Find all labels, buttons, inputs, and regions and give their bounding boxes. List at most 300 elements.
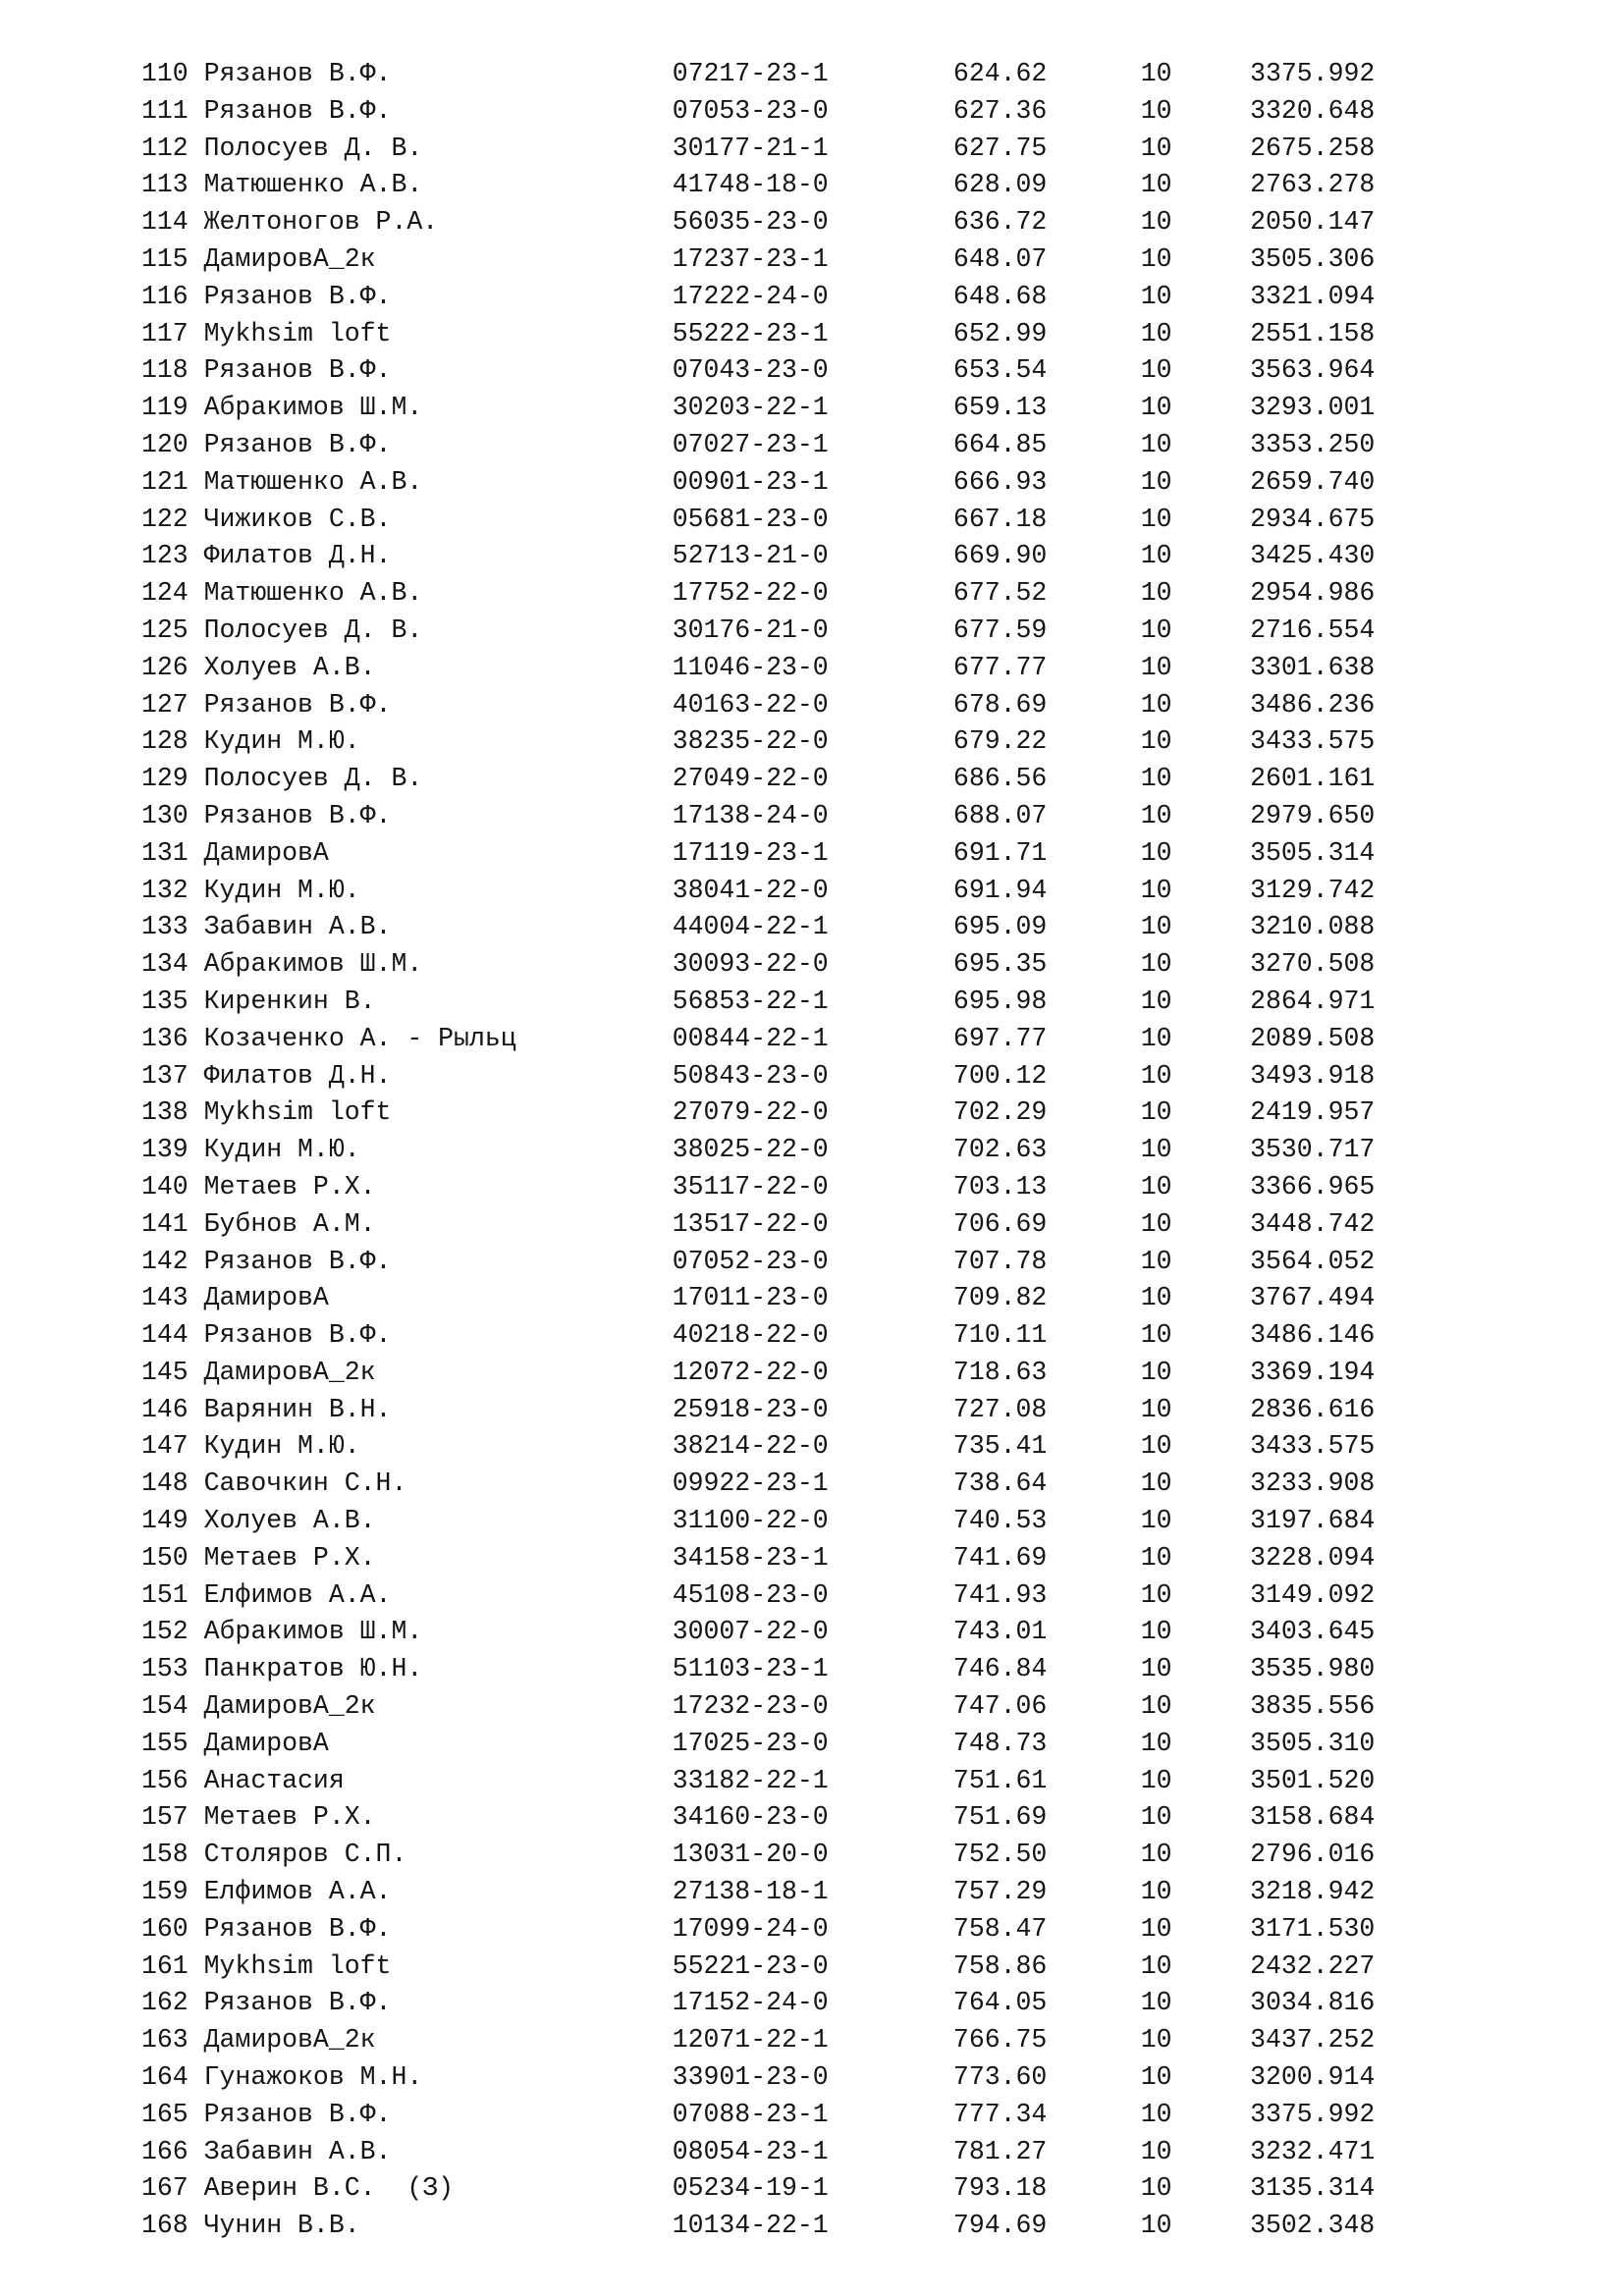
table-row [141, 464, 1536, 502]
rounds-cell: 10 [1140, 318, 1172, 348]
score-cell: 747.06 [952, 1691, 1048, 1722]
name-cell: Полосуев Д. В. [203, 133, 423, 163]
name-cell: Желтоногов Р.А. [203, 207, 439, 238]
rank-cell: 128 [141, 726, 189, 757]
name-cell: Панкратов Ю.Н. [203, 1654, 423, 1684]
rounds-cell: 10 [1140, 1654, 1172, 1684]
rounds-cell: 10 [1140, 1579, 1172, 1610]
total-cell: 3158.684 [1250, 1802, 1376, 1833]
name-cell: Матюшенко А.В. [203, 170, 423, 200]
code-cell: 17232-23-0 [672, 1691, 829, 1722]
name-cell: Филатов Д.Н. [203, 1060, 392, 1091]
code-cell: 11046-23-0 [672, 652, 829, 682]
rank-cell: 135 [141, 986, 189, 1016]
name-cell: ДамировА_2к [203, 1691, 376, 1722]
rounds-cell: 10 [1140, 1950, 1172, 1981]
code-cell: 30177-21-1 [672, 133, 829, 163]
rounds-cell: 10 [1140, 1023, 1172, 1053]
table-row [141, 1763, 1536, 1800]
rounds-cell: 10 [1140, 689, 1172, 720]
rounds-cell: 10 [1140, 2136, 1172, 2166]
table-row [141, 2059, 1536, 2097]
code-cell: 55222-23-1 [672, 318, 829, 348]
score-cell: 677.59 [952, 614, 1048, 645]
results-table [141, 56, 1536, 2245]
name-cell: Филатов Д.Н. [203, 541, 392, 571]
name-cell: Метаев Р.Х. [203, 1542, 376, 1573]
rounds-cell: 10 [1140, 1246, 1172, 1276]
rounds-cell: 10 [1140, 2099, 1172, 2129]
total-cell: 3437.252 [1250, 2025, 1376, 2056]
rank-cell: 144 [141, 1320, 189, 1351]
table-row [141, 2170, 1536, 2208]
rank-cell: 159 [141, 1877, 189, 1907]
rounds-cell: 10 [1140, 764, 1172, 794]
name-cell: Кудин М.Ю. [203, 875, 360, 905]
score-cell: 624.62 [952, 59, 1048, 88]
name-cell: Рязанов В.Ф. [203, 429, 392, 459]
rounds-cell: 10 [1140, 1357, 1172, 1387]
code-cell: 17025-23-0 [672, 1728, 829, 1758]
table-row [141, 538, 1536, 575]
name-cell: ДамировА_2к [203, 243, 376, 274]
table-row [141, 1355, 1536, 1392]
score-cell: 718.63 [952, 1357, 1048, 1387]
table-row [141, 1726, 1536, 1763]
score-cell: 628.09 [952, 170, 1048, 200]
code-cell: 50843-23-0 [672, 1060, 829, 1091]
rounds-cell: 10 [1140, 541, 1172, 571]
table-row [141, 575, 1536, 613]
rank-cell: 139 [141, 1135, 189, 1165]
rounds-cell: 10 [1140, 95, 1172, 126]
rank-cell: 168 [141, 2211, 189, 2241]
code-cell: 25918-23-0 [672, 1394, 829, 1424]
score-cell: 773.60 [952, 2062, 1048, 2093]
table-row [141, 2134, 1536, 2171]
code-cell: 13517-22-0 [672, 1208, 829, 1239]
rounds-cell: 10 [1140, 207, 1172, 238]
rank-cell: 113 [141, 170, 189, 200]
total-cell: 3149.092 [1250, 1579, 1376, 1610]
total-cell: 3171.530 [1250, 1913, 1376, 1944]
rank-cell: 124 [141, 578, 189, 609]
code-cell: 27049-22-0 [672, 764, 829, 794]
rounds-cell: 10 [1140, 1320, 1172, 1351]
code-cell: 17752-22-0 [672, 578, 829, 609]
rounds-cell: 10 [1140, 355, 1172, 386]
rounds-cell: 10 [1140, 2211, 1172, 2241]
rounds-cell: 10 [1140, 726, 1172, 757]
total-cell: 2675.258 [1250, 133, 1376, 163]
rank-cell: 129 [141, 764, 189, 794]
rounds-cell: 10 [1140, 949, 1172, 980]
code-cell: 17222-24-0 [672, 281, 829, 311]
rounds-cell: 10 [1140, 1208, 1172, 1239]
total-cell: 3403.645 [1250, 1617, 1376, 1647]
table-row [141, 1095, 1536, 1132]
rounds-cell: 10 [1140, 1468, 1172, 1499]
code-cell: 27138-18-1 [672, 1877, 829, 1907]
total-cell: 2551.158 [1250, 318, 1376, 348]
total-cell: 2763.278 [1250, 170, 1376, 200]
code-cell: 05681-23-0 [672, 504, 829, 534]
score-cell: 695.98 [952, 986, 1048, 1016]
name-cell: Кудин М.Ю. [203, 1431, 360, 1462]
rank-cell: 123 [141, 541, 189, 571]
rank-cell: 111 [141, 95, 189, 126]
name-cell: Забавин А.В. [203, 912, 392, 942]
rank-cell: 167 [141, 2173, 189, 2204]
table-row [141, 93, 1536, 131]
total-cell: 3129.742 [1250, 875, 1376, 905]
total-cell: 3486.146 [1250, 1320, 1376, 1351]
table-row [141, 427, 1536, 464]
score-cell: 702.29 [952, 1097, 1048, 1128]
table-row [141, 1985, 1536, 2022]
name-cell: Абракимов Ш.М. [203, 949, 423, 980]
name-cell: Абракимов Ш.М. [203, 393, 423, 423]
name-cell: Киренкин В. [203, 986, 376, 1016]
score-cell: 697.77 [952, 1023, 1048, 1053]
rank-cell: 127 [141, 689, 189, 720]
table-row [141, 2097, 1536, 2134]
score-cell: 677.52 [952, 578, 1048, 609]
code-cell: 38214-22-0 [672, 1431, 829, 1462]
rank-cell: 152 [141, 1617, 189, 1647]
code-cell: 51103-23-1 [672, 1654, 829, 1684]
name-cell: ДамировА [203, 837, 329, 868]
score-cell: 700.12 [952, 1060, 1048, 1091]
rank-cell: 158 [141, 1840, 189, 1870]
name-cell: Рязанов В.Ф. [203, 1988, 392, 2018]
total-cell: 2934.675 [1250, 504, 1376, 534]
score-cell: 686.56 [952, 764, 1048, 794]
name-cell: Рязанов В.Ф. [203, 355, 392, 386]
total-cell: 2432.227 [1250, 1950, 1376, 1981]
name-cell: Кудин М.Ю. [203, 726, 360, 757]
rounds-cell: 10 [1140, 429, 1172, 459]
rounds-cell: 10 [1140, 1988, 1172, 2018]
rounds-cell: 10 [1140, 1431, 1172, 1462]
name-cell: Рязанов В.Ф. [203, 95, 392, 126]
rank-cell: 149 [141, 1506, 189, 1536]
score-cell: 764.05 [952, 1988, 1048, 2018]
table-row [141, 1503, 1536, 1540]
rounds-cell: 10 [1140, 1728, 1172, 1758]
code-cell: 00901-23-1 [672, 466, 829, 497]
score-cell: 707.78 [952, 1246, 1048, 1276]
name-cell: Козаченко А. - Рыльц [203, 1023, 516, 1053]
total-cell: 3320.648 [1250, 95, 1376, 126]
total-cell: 3501.520 [1250, 1765, 1376, 1795]
score-cell: 751.61 [952, 1765, 1048, 1795]
score-cell: 709.82 [952, 1283, 1048, 1313]
name-cell: Чижиков С.В. [203, 504, 392, 534]
score-cell: 751.69 [952, 1802, 1048, 1833]
table-row [141, 984, 1536, 1021]
table-row [141, 279, 1536, 316]
rounds-cell: 10 [1140, 614, 1172, 645]
rank-cell: 122 [141, 504, 189, 534]
table-row [141, 131, 1536, 168]
score-cell: 793.18 [952, 2173, 1048, 2204]
score-cell: 636.72 [952, 207, 1048, 238]
code-cell: 12071-22-1 [672, 2025, 829, 2056]
name-cell: ДамировА [203, 1283, 329, 1313]
score-cell: 758.86 [952, 1950, 1048, 1981]
rounds-cell: 10 [1140, 1802, 1172, 1833]
score-cell: 706.69 [952, 1208, 1048, 1239]
total-cell: 3366.965 [1250, 1171, 1376, 1201]
rounds-cell: 10 [1140, 800, 1172, 830]
rounds-cell: 10 [1140, 578, 1172, 609]
total-cell: 2089.508 [1250, 1023, 1376, 1053]
total-cell: 3301.638 [1250, 652, 1376, 682]
total-cell: 2979.650 [1250, 800, 1376, 830]
score-cell: 710.11 [952, 1320, 1048, 1351]
score-cell: 781.27 [952, 2136, 1048, 2166]
table-row [141, 2022, 1536, 2059]
total-cell: 3369.194 [1250, 1357, 1376, 1387]
score-cell: 666.93 [952, 466, 1048, 497]
rank-cell: 115 [141, 243, 189, 274]
rounds-cell: 10 [1140, 1171, 1172, 1201]
table-row [141, 1317, 1536, 1355]
name-cell: Рязанов В.Ф. [203, 689, 392, 720]
name-cell: Савочкин С.Н. [203, 1468, 407, 1499]
table-row [141, 1466, 1536, 1503]
name-cell: Абракимов Ш.М. [203, 1617, 423, 1647]
rank-cell: 137 [141, 1060, 189, 1091]
rounds-cell: 10 [1140, 2062, 1172, 2093]
rank-cell: 151 [141, 1579, 189, 1610]
total-cell: 3218.942 [1250, 1877, 1376, 1907]
name-cell: Варянин В.Н. [203, 1394, 392, 1424]
rank-cell: 142 [141, 1246, 189, 1276]
total-cell: 2796.016 [1250, 1840, 1376, 1870]
score-cell: 735.41 [952, 1431, 1048, 1462]
code-cell: 30007-22-0 [672, 1617, 829, 1647]
total-cell: 3425.430 [1250, 541, 1376, 571]
total-cell: 3200.914 [1250, 2062, 1376, 2093]
rounds-cell: 10 [1140, 912, 1172, 942]
table-row [141, 1577, 1536, 1615]
total-cell: 3535.980 [1250, 1654, 1376, 1684]
score-cell: 648.68 [952, 281, 1048, 311]
table-row [141, 167, 1536, 204]
code-cell: 56853-22-1 [672, 986, 829, 1016]
score-cell: 627.75 [952, 133, 1048, 163]
code-cell: 41748-18-0 [672, 170, 829, 200]
code-cell: 34160-23-0 [672, 1802, 829, 1833]
code-cell: 08054-23-1 [672, 2136, 829, 2166]
total-cell: 3563.964 [1250, 355, 1376, 386]
rank-cell: 132 [141, 875, 189, 905]
total-cell: 2954.986 [1250, 578, 1376, 609]
rank-cell: 166 [141, 2136, 189, 2166]
total-cell: 3228.094 [1250, 1542, 1376, 1573]
rank-cell: 148 [141, 1468, 189, 1499]
name-cell: Рязанов В.Ф. [203, 800, 392, 830]
code-cell: 27079-22-0 [672, 1097, 829, 1128]
rounds-cell: 10 [1140, 1394, 1172, 1424]
score-cell: 653.54 [952, 355, 1048, 386]
rounds-cell: 10 [1140, 133, 1172, 163]
table-row [141, 1651, 1536, 1688]
code-cell: 35117-22-0 [672, 1171, 829, 1201]
table-row [141, 946, 1536, 984]
code-cell: 45108-23-0 [672, 1579, 829, 1610]
score-cell: 746.84 [952, 1654, 1048, 1684]
name-cell: Рязанов В.Ф. [203, 281, 392, 311]
table-row [141, 798, 1536, 835]
code-cell: 38025-22-0 [672, 1135, 829, 1165]
code-cell: 38235-22-0 [672, 726, 829, 757]
score-cell: 743.01 [952, 1617, 1048, 1647]
code-cell: 55221-23-0 [672, 1950, 829, 1981]
table-row [141, 390, 1536, 427]
table-row [141, 502, 1536, 539]
code-cell: 34158-23-1 [672, 1542, 829, 1573]
rank-cell: 143 [141, 1283, 189, 1313]
code-cell: 09922-23-1 [672, 1468, 829, 1499]
rounds-cell: 10 [1140, 1135, 1172, 1165]
code-cell: 17119-23-1 [672, 837, 829, 868]
rank-cell: 150 [141, 1542, 189, 1573]
total-cell: 3767.494 [1250, 1283, 1376, 1313]
rounds-cell: 10 [1140, 1283, 1172, 1313]
rounds-cell: 10 [1140, 504, 1172, 534]
total-cell: 3564.052 [1250, 1246, 1376, 1276]
total-cell: 2659.740 [1250, 466, 1376, 497]
score-cell: 648.07 [952, 243, 1048, 274]
score-cell: 702.63 [952, 1135, 1048, 1165]
code-cell: 07052-23-0 [672, 1246, 829, 1276]
name-cell: Mykhsim loft [203, 1097, 392, 1128]
table-row [141, 687, 1536, 724]
name-cell: Рязанов В.Ф. [203, 1246, 392, 1276]
table-row [141, 1799, 1536, 1837]
code-cell: 07053-23-0 [672, 95, 829, 126]
name-cell: Mykhsim loft [203, 1950, 392, 1981]
total-cell: 3233.908 [1250, 1468, 1376, 1499]
table-row [141, 1206, 1536, 1244]
total-cell: 3448.742 [1250, 1208, 1376, 1239]
total-cell: 3502.348 [1250, 2211, 1376, 2241]
rank-cell: 119 [141, 393, 189, 423]
name-cell: Гунажоков М.Н. [203, 2062, 423, 2093]
rounds-cell: 10 [1140, 1506, 1172, 1536]
name-cell: Столяров С.П. [203, 1840, 407, 1870]
score-cell: 679.22 [952, 726, 1048, 757]
score-cell: 752.50 [952, 1840, 1048, 1870]
score-cell: 664.85 [952, 429, 1048, 459]
rounds-cell: 10 [1140, 393, 1172, 423]
name-cell: Рязанов В.Ф. [203, 1913, 392, 1944]
rounds-cell: 10 [1140, 1097, 1172, 1128]
rank-cell: 157 [141, 1802, 189, 1833]
name-cell: Рязанов В.Ф. [203, 59, 392, 88]
total-cell: 3433.575 [1250, 1431, 1376, 1462]
total-cell: 3493.918 [1250, 1060, 1376, 1091]
name-cell: Холуев А.В. [203, 652, 376, 682]
rank-cell: 165 [141, 2099, 189, 2129]
rank-cell: 138 [141, 1097, 189, 1128]
rank-cell: 120 [141, 429, 189, 459]
table-row [141, 650, 1536, 687]
rank-cell: 160 [141, 1913, 189, 1944]
name-cell: Елфимов А.А. [203, 1877, 392, 1907]
table-row [141, 1058, 1536, 1095]
rounds-cell: 10 [1140, 875, 1172, 905]
rank-cell: 140 [141, 1171, 189, 1201]
total-cell: 2419.957 [1250, 1097, 1376, 1128]
rank-cell: 153 [141, 1654, 189, 1684]
name-cell: Mykhsim loft [203, 318, 392, 348]
rounds-cell: 10 [1140, 243, 1172, 274]
total-cell: 2050.147 [1250, 207, 1376, 238]
rank-cell: 121 [141, 466, 189, 497]
table-row [141, 723, 1536, 761]
table-row [141, 613, 1536, 650]
rounds-cell: 10 [1140, 1840, 1172, 1870]
rounds-cell: 10 [1140, 59, 1172, 88]
code-cell: 17138-24-0 [672, 800, 829, 830]
table-row [141, 1132, 1536, 1169]
table-row [141, 909, 1536, 946]
total-cell: 3353.250 [1250, 429, 1376, 459]
name-cell: Холуев А.В. [203, 1506, 376, 1536]
rank-cell: 161 [141, 1950, 189, 1981]
total-cell: 3375.992 [1250, 2099, 1376, 2129]
name-cell: ДамировА [203, 1728, 329, 1758]
rounds-cell: 10 [1140, 170, 1172, 200]
total-cell: 3321.094 [1250, 281, 1376, 311]
score-cell: 758.47 [952, 1913, 1048, 1944]
rank-cell: 125 [141, 614, 189, 645]
code-cell: 07043-23-0 [672, 355, 829, 386]
name-cell: Метаев Р.Х. [203, 1802, 376, 1833]
score-cell: 677.77 [952, 652, 1048, 682]
rounds-cell: 10 [1140, 1542, 1172, 1573]
rank-cell: 110 [141, 59, 189, 88]
rounds-cell: 10 [1140, 2173, 1172, 2204]
rank-cell: 163 [141, 2025, 189, 2056]
rank-cell: 146 [141, 1394, 189, 1424]
score-cell: 766.75 [952, 2025, 1048, 2056]
name-cell: Матюшенко А.В. [203, 578, 423, 609]
total-cell: 3505.314 [1250, 837, 1376, 868]
code-cell: 10134-22-1 [672, 2211, 829, 2241]
rank-cell: 156 [141, 1765, 189, 1795]
rounds-cell: 10 [1140, 1617, 1172, 1647]
total-cell: 2864.971 [1250, 986, 1376, 1016]
score-cell: 777.34 [952, 2099, 1048, 2129]
rank-cell: 164 [141, 2062, 189, 2093]
rounds-cell: 10 [1140, 1877, 1172, 1907]
code-cell: 17099-24-0 [672, 1913, 829, 1944]
score-cell: 738.64 [952, 1468, 1048, 1499]
table-row [141, 1911, 1536, 1949]
total-cell: 3530.717 [1250, 1135, 1376, 1165]
code-cell: 30093-22-0 [672, 949, 829, 980]
code-cell: 17152-24-0 [672, 1988, 829, 2018]
table-row [141, 1244, 1536, 1281]
rank-cell: 114 [141, 207, 189, 238]
name-cell: Метаев Р.Х. [203, 1171, 376, 1201]
name-cell: Бубнов А.М. [203, 1208, 376, 1239]
